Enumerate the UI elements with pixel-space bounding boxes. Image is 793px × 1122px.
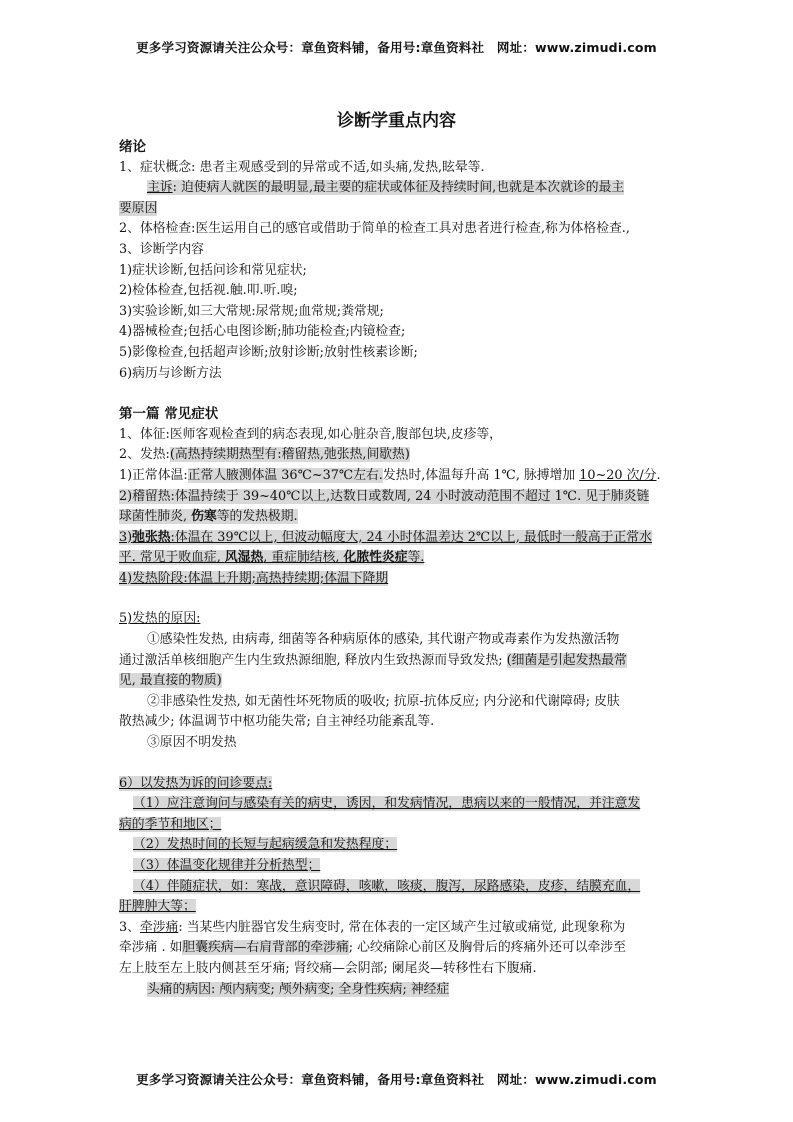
symptom-concept: 1、症状概念: 患者主观感受到的异常或不适,如头痛,发热,眩晕等. (119, 159, 485, 175)
referred-pain (119, 918, 679, 939)
remittent-fever (119, 528, 679, 549)
rheumatic-fever: 风湿热 (224, 550, 264, 566)
referred-pain-text: : 当某些内脏器官发生病变时, 常在体表的一定区域产生过敏或痛觉, 此现象称为 (178, 919, 626, 935)
fever-label: 2、发热: (119, 447, 170, 463)
chief-complaint (119, 178, 679, 199)
tb-text: , 重症肺结核, (263, 550, 344, 566)
inquiry-point-4-text: （4）伴随症状，如：寒战，意识障碍，咳嗽，咳痰，腹泻，尿路感染，皮疹，结膜充血， (133, 878, 641, 894)
pulse-text: 发热时,体温每升高 1℃, 脉搏增加 (382, 467, 580, 483)
continued-fever-cont (119, 507, 679, 528)
normal-temp-range: 正常人腋测体温 36℃~37℃左右. (187, 467, 383, 483)
inquiry-point-2 (119, 835, 679, 856)
inquiry-point-1 (119, 794, 679, 815)
footer-banner: 更多学习资源请关注公众号：章鱼资料铺，备用号:章鱼资料社 网址：www.zimudi.com (136, 1072, 657, 1087)
page-title: 诊断学重点内容 (337, 111, 456, 131)
inquiry-point-4 (119, 877, 679, 898)
headache-causes (119, 980, 679, 1001)
typhoid: 伤寒 (191, 509, 217, 525)
section-heading-intro: 绪论 (119, 139, 146, 155)
bacteria-note-cont (119, 671, 679, 692)
inquiry-heading-text: 6）以发热为诉的问诊要点: (119, 775, 273, 791)
fever-stages-text: 4)发热阶段:体温上升期;高热持续期;体温下降期 (119, 570, 389, 586)
inquiry-heading (119, 774, 679, 795)
diagnostics-content: 3、诊断学内容 (119, 241, 204, 257)
pulse-increase: 10~20 次/分 (579, 467, 657, 483)
remittent-label: 弛张热 (132, 529, 171, 545)
referred-pain-cont (119, 938, 679, 959)
normal-temp (119, 466, 679, 487)
period: . (656, 467, 661, 483)
sign-def: 1、体征:医师客观检查到的病态表现,如心脏杂音,腹部包块,皮疹等， (119, 426, 502, 442)
section-heading-part1: 第一篇 常见症状 (119, 406, 219, 423)
fever-types-note: (高热持续期热型有:稽留热,弛张热,间歇热) (169, 447, 410, 463)
inquiry-point-1-text: （1）应注意询问与感染有关的病史，诱因，和发病情况，患病以来的一般情况，并注意发 (133, 796, 641, 812)
suppurative-inflammation: 化脓性炎症 (343, 550, 408, 566)
continued-fever-end: 等的发热极期. (216, 509, 298, 525)
referred-pain-num: 3、 (119, 919, 140, 935)
bacteria-note: (细菌是引起发热最常 (506, 652, 627, 668)
list-item: 2)检体检查,包括视.触.叩.听.嗅; (119, 283, 298, 299)
inquiry-point-1-end: 病的季节和地区； (119, 816, 222, 832)
chief-complaint-text-cont: 要原因 (119, 200, 158, 216)
infectious-fever-cont (119, 651, 679, 672)
referred-pain-label: 牵涉痛 (139, 919, 179, 935)
continued-fever-text: 2)稽留热:体温持续于 39~40℃以上,达数日或数周, 24 小时波动范围不超过 1℃. 见于肺炎链 (119, 488, 650, 504)
inquiry-point-3 (119, 856, 679, 877)
inquiry-point-4-cont (119, 897, 679, 918)
continued-fever-text-cont: 球菌性肺炎, (119, 509, 192, 525)
noninfectious-fever-cont: 散热减少; 体温调节中枢功能失常; 自主神经功能紊乱等. (119, 714, 435, 730)
physical-exam-def: 2、体格检查:医生运用自己的感官或借助于简单的检查工具对患者进行检查,称为体格检查., (119, 221, 630, 237)
bacteria-note-end: 见, 最直接的物质) (119, 673, 222, 689)
headache-causes-text: 头痛的病因: 颅内病变; 颅外病变; 全身性疾病; 神经症 (147, 981, 450, 997)
referred-pain-text-2: 牵涉痛 . 如 (119, 940, 183, 956)
continued-fever (119, 487, 679, 508)
remittent-text: :体温在 39℃以上, 但波动幅度大, 24 小时体温差达 2℃以上, 最低时一般高于正常水 (170, 529, 652, 545)
fever-stages (119, 569, 679, 590)
remittent-fever-cont (119, 548, 679, 569)
list-item: 4)器械检查;包括心电图诊断;肺功能检查;内镜检查; (119, 324, 406, 340)
list-item: 1)症状诊断,包括问诊和常见症状; (119, 262, 307, 278)
noninfectious-fever: ②非感染性发热, 如无菌性坏死物质的吸收; 抗原-抗体反应; 内分泌和代谢障碍; 皮肤 (147, 693, 620, 709)
list-item: 5)影像检查,包括超声诊断;放射诊断;放射性核素诊断; (119, 344, 418, 360)
infectious-fever-text: 通过激活单核细胞产生内生致热源细胞, 释放内生致热源而导致发热; (119, 652, 507, 668)
chief-complaint-cont (119, 199, 679, 220)
inquiry-point-4-end: 肝脾肿大等； (119, 899, 196, 915)
fever-causes-label: 5)发热的原因: (119, 611, 201, 627)
list-item: 6)病历与诊断方法 (119, 365, 222, 381)
remittent-text-cont: 平. 常见于败血症, (119, 550, 225, 566)
referred-pain-cont-2: 左上肢至左上肢内侧甚至牙痛; 肾绞痛—会阴部; 阑尾炎—转移性右下腹痛. (119, 960, 537, 976)
unknown-fever: ③原因不明发热 (147, 735, 237, 751)
document-body (119, 137, 679, 1000)
remittent-num: 3) (119, 529, 133, 545)
angina-example: ; 心绞痛除心前区及胸骨后的疼痛外还可以牵涉至 (348, 940, 626, 956)
fever-def (119, 445, 679, 466)
header-banner: 更多学习资源请关注公众号：章鱼资料铺，备用号:章鱼资料社 网址：www.zimudi.com (136, 40, 657, 55)
gallbladder-example: 胆囊疾病—右肩背部的牵涉痛 (182, 940, 349, 956)
chief-complaint-text: : 迫使病人就医的最明显,最主要的症状或体征及持续时间,也就是本次就诊的最主 (172, 180, 625, 196)
chief-complaint-label: 主诉 (147, 180, 173, 196)
inquiry-point-2-text: （2）发热时间的长短与起病缓急和发热程度； (133, 837, 398, 853)
fever-causes-heading (119, 609, 679, 630)
inquiry-point-3-text: （3）体温变化规律并分析热型； (133, 858, 321, 873)
normal-temp-label: 1)正常体温: (119, 467, 188, 483)
remittent-end: 等. (407, 550, 425, 566)
infectious-fever: ①感染性发热, 由病毒, 细菌等各种病原体的感染, 其代谢产物或毒素作为发热激活物 (147, 632, 620, 648)
list-item: 3)实验诊断,如三大常规:尿常规;血常规;粪常规; (119, 303, 384, 319)
inquiry-point-1-cont (119, 815, 679, 836)
